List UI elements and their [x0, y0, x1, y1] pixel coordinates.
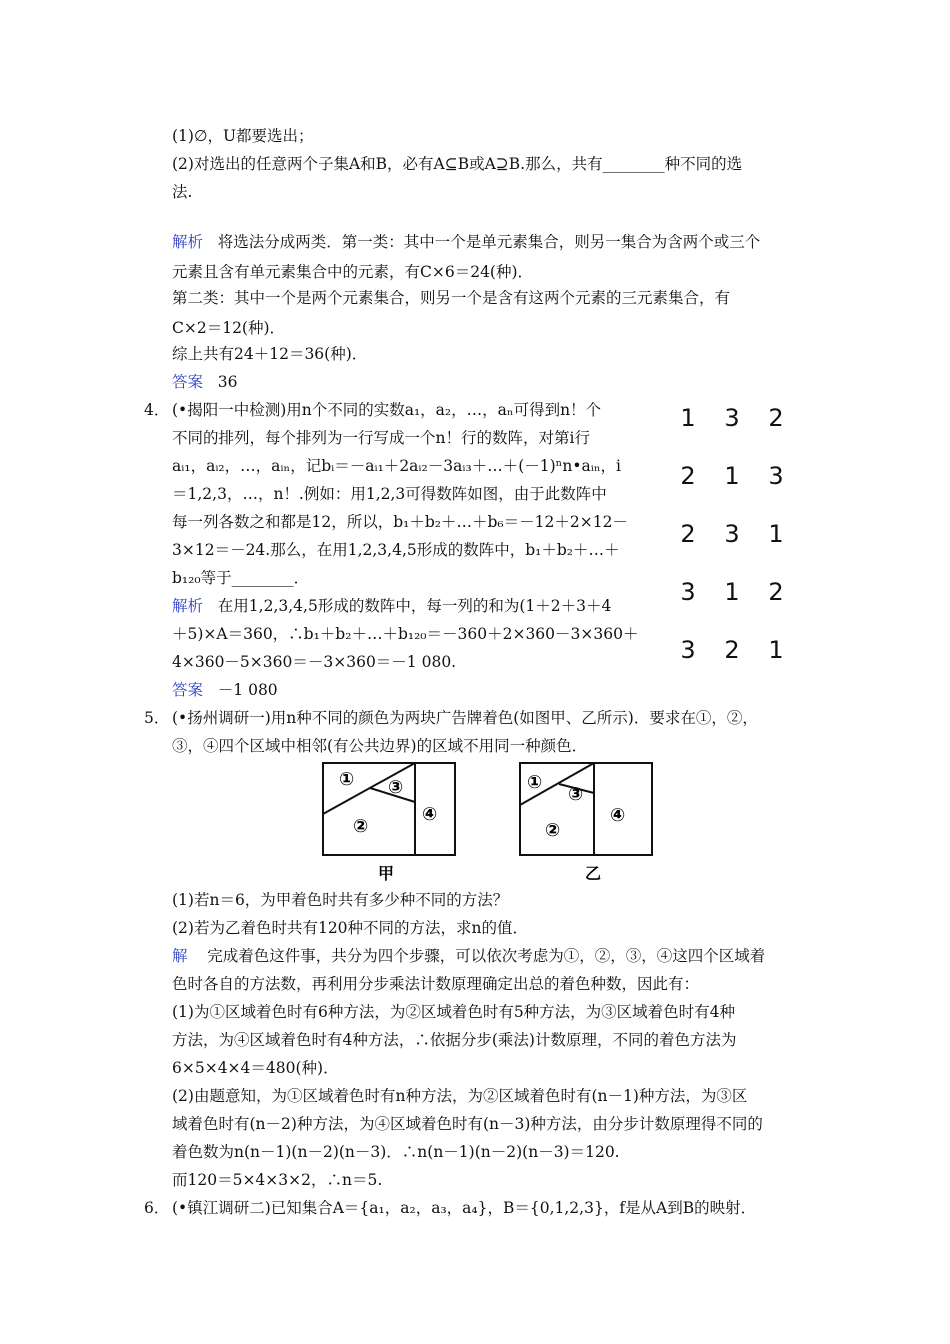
q5-solution-line-8: 着色数为n(n－1)(n－2)(n－3)．∴n(n－1)(n－2)(n－3)＝120.	[172, 1143, 620, 1161]
number-array-cell: 1	[680, 404, 696, 432]
q3-condition-1: (1)∅，U都要选出；	[172, 127, 314, 145]
number-array-row	[676, 636, 806, 666]
q4-line-4: ＝1,2,3，…，n！.例如：用1,2,3可得数阵如图，由于此数阵中	[172, 485, 607, 503]
q6-line-1: (•镇江调研二)已知集合A＝{a₁，a₂，a₃，a₄}，B＝{0,1,2,3}，f是从A到B的映射．	[172, 1199, 757, 1217]
figure-b-region-3: ③	[568, 784, 584, 805]
q3-condition-2: (2)对选出的任意两个子集A和B，必有A⊆B或A⊇B.那么，共有________种不同的选	[172, 155, 743, 173]
number-array-row	[676, 578, 806, 608]
q4-answer-label: 答案	[172, 681, 204, 699]
q4-analysis-line-1	[172, 596, 611, 616]
q4-line-6: 3×12＝－24.那么，在用1,2,3,4,5形成的数阵中，b₁＋b₂＋…＋	[172, 541, 620, 559]
q3-analysis-line-1	[172, 232, 760, 252]
q5-solution-line-9: 而120＝5×4×3×2，∴n＝5.	[172, 1171, 383, 1189]
number-array-cell: 1	[724, 578, 740, 606]
figure-b-region-4: ④	[610, 805, 626, 826]
q4-analysis-line-2: ＋5)×A＝360，∴b₁＋b₂＋…＋b₁₂₀＝－360＋2×360－3×360＋	[172, 625, 639, 643]
number-array-cell: 3	[724, 520, 740, 548]
q4-analysis-text-1: 在用1,2,3,4,5形成的数阵中，每一列的和为(1＋2＋3＋4	[217, 597, 612, 615]
figure-a-region-3: ③	[388, 777, 404, 798]
q5-solution-line-1	[172, 946, 765, 966]
q4-line-5: 每一列各数之和都是12，所以，b₁＋b₂＋…＋b₆＝－12＋2×12－	[172, 513, 628, 531]
billboard-figure-b	[515, 760, 657, 885]
q4-number: 4．	[144, 401, 170, 419]
q5-subquestion-1: (1)若n＝6，为甲着色时共有多少种不同的方法？	[172, 891, 509, 909]
q4-line-1: (•揭阳一中检测)用n个不同的实数a₁，a₂，…，aₙ可得到n！个	[172, 401, 602, 419]
q4-answer-value: －1 080	[217, 681, 278, 699]
number-array-cell: 1	[768, 520, 784, 548]
q3-analysis-label: 解析	[172, 233, 204, 251]
figure-a-region-4: ④	[422, 804, 438, 825]
number-array-cell: 2	[768, 404, 784, 432]
q3-condition-2-cont: 法.	[172, 183, 193, 201]
q3-answer-line	[172, 372, 238, 392]
number-array-cell: 3	[680, 636, 696, 664]
figure-a-region-1: ①	[339, 769, 355, 790]
q5-solution-text-1: 完成着色这件事，共分为四个步骤，可以依次考虑为①，②，③，④这四个区域着	[207, 947, 766, 965]
figure-a-caption: 甲	[378, 864, 395, 883]
q5-solution-line-5: 6×5×4×4＝480(种)．	[172, 1059, 339, 1077]
q3-analysis-line-4: C×2＝12(种)．	[172, 319, 286, 337]
number-array-cell: 2	[680, 462, 696, 490]
billboard-figure-a	[318, 760, 460, 885]
figure-a-region-2: ②	[353, 816, 369, 837]
number-array-row	[676, 520, 806, 550]
number-array-row	[676, 462, 806, 492]
q5-line-2: ③，④四个区域中相邻(有公共边界)的区域不用同一种颜色．	[172, 737, 588, 755]
q4-analysis-line-3: 4×360－5×360＝－3×360＝－1 080.	[172, 653, 457, 671]
q5-subquestion-2: (2)若为乙着色时共有120种不同的方法，求n的值．	[172, 919, 529, 937]
number-array-cell: 1	[768, 636, 784, 664]
q5-solution-label: 解	[172, 947, 188, 965]
q3-analysis-line-3: 第二类：其中一个是两个元素集合，则另一个是含有这两个元素的三元素集合，有	[172, 289, 731, 307]
number-array-cell: 3	[680, 578, 696, 606]
q5-solution-line-2: 色时各自的方法数，再利用分步乘法计数原理确定出总的着色种数，因此有：	[172, 975, 700, 993]
q3-analysis-line-5: 综上共有24＋12＝36(种)．	[172, 345, 368, 363]
figure-b-region-2: ②	[545, 820, 561, 841]
number-array-row	[676, 404, 806, 434]
q4-analysis-label: 解析	[172, 597, 204, 615]
number-array-cell: 1	[724, 462, 740, 490]
q5-solution-line-3: (1)为①区域着色时有6种方法，为②区域着色时有5种方法，为③区域着色时有4种	[172, 1003, 736, 1021]
q3-answer-value: 36	[217, 373, 238, 391]
q4-line-2: 不同的排列，每个排列为一行写成一个n！行的数阵，对第i行	[172, 429, 590, 447]
number-array-cell: 2	[724, 636, 740, 664]
q5-line-1: (•扬州调研一)用n种不同的颜色为两块广告牌着色(如图甲、乙所示)．要求在①，②，	[172, 709, 758, 727]
number-array-cell: 3	[724, 404, 740, 432]
number-array-cell: 2	[768, 578, 784, 606]
q3-analysis-line-2: 元素且含有单元素集合中的元素，有C×6＝24(种)．	[172, 263, 534, 281]
q5-solution-line-6: (2)由题意知，为①区域着色时有n种方法，为②区域着色时有(n－1)种方法，为③区	[172, 1087, 748, 1105]
q4-answer-line	[172, 680, 278, 700]
figure-b-caption: 乙	[585, 864, 602, 883]
number-array-cell: 3	[768, 462, 784, 490]
q3-analysis-text-1: 将选法分成两类．第一类：其中一个是单元素集合，则另一集合为含两个或三个	[217, 233, 761, 251]
q6-number: 6．	[144, 1199, 170, 1217]
figure-b-region-1: ①	[527, 772, 543, 793]
q5-solution-line-4: 方法，为④区域着色时有4种方法，∴依据分步(乘法)计数原理，不同的着色方法为	[172, 1031, 737, 1049]
q5-solution-line-7: 域着色时有(n－2)种方法，为④区域着色时有(n－3)种方法，由分步计数原理得不同的	[172, 1115, 763, 1133]
number-array-cell: 2	[680, 520, 696, 548]
q4-line-3: aᵢ₁，aᵢ₂，…，aᵢₙ，记bᵢ＝－aᵢ₁＋2aᵢ₂－3aᵢ₃＋…＋(－1)ⁿn•aᵢₙ，i	[172, 457, 622, 475]
q5-number: 5．	[144, 709, 170, 727]
q3-answer-label: 答案	[172, 373, 204, 391]
q4-line-7: b₁₂₀等于________．	[172, 569, 310, 587]
